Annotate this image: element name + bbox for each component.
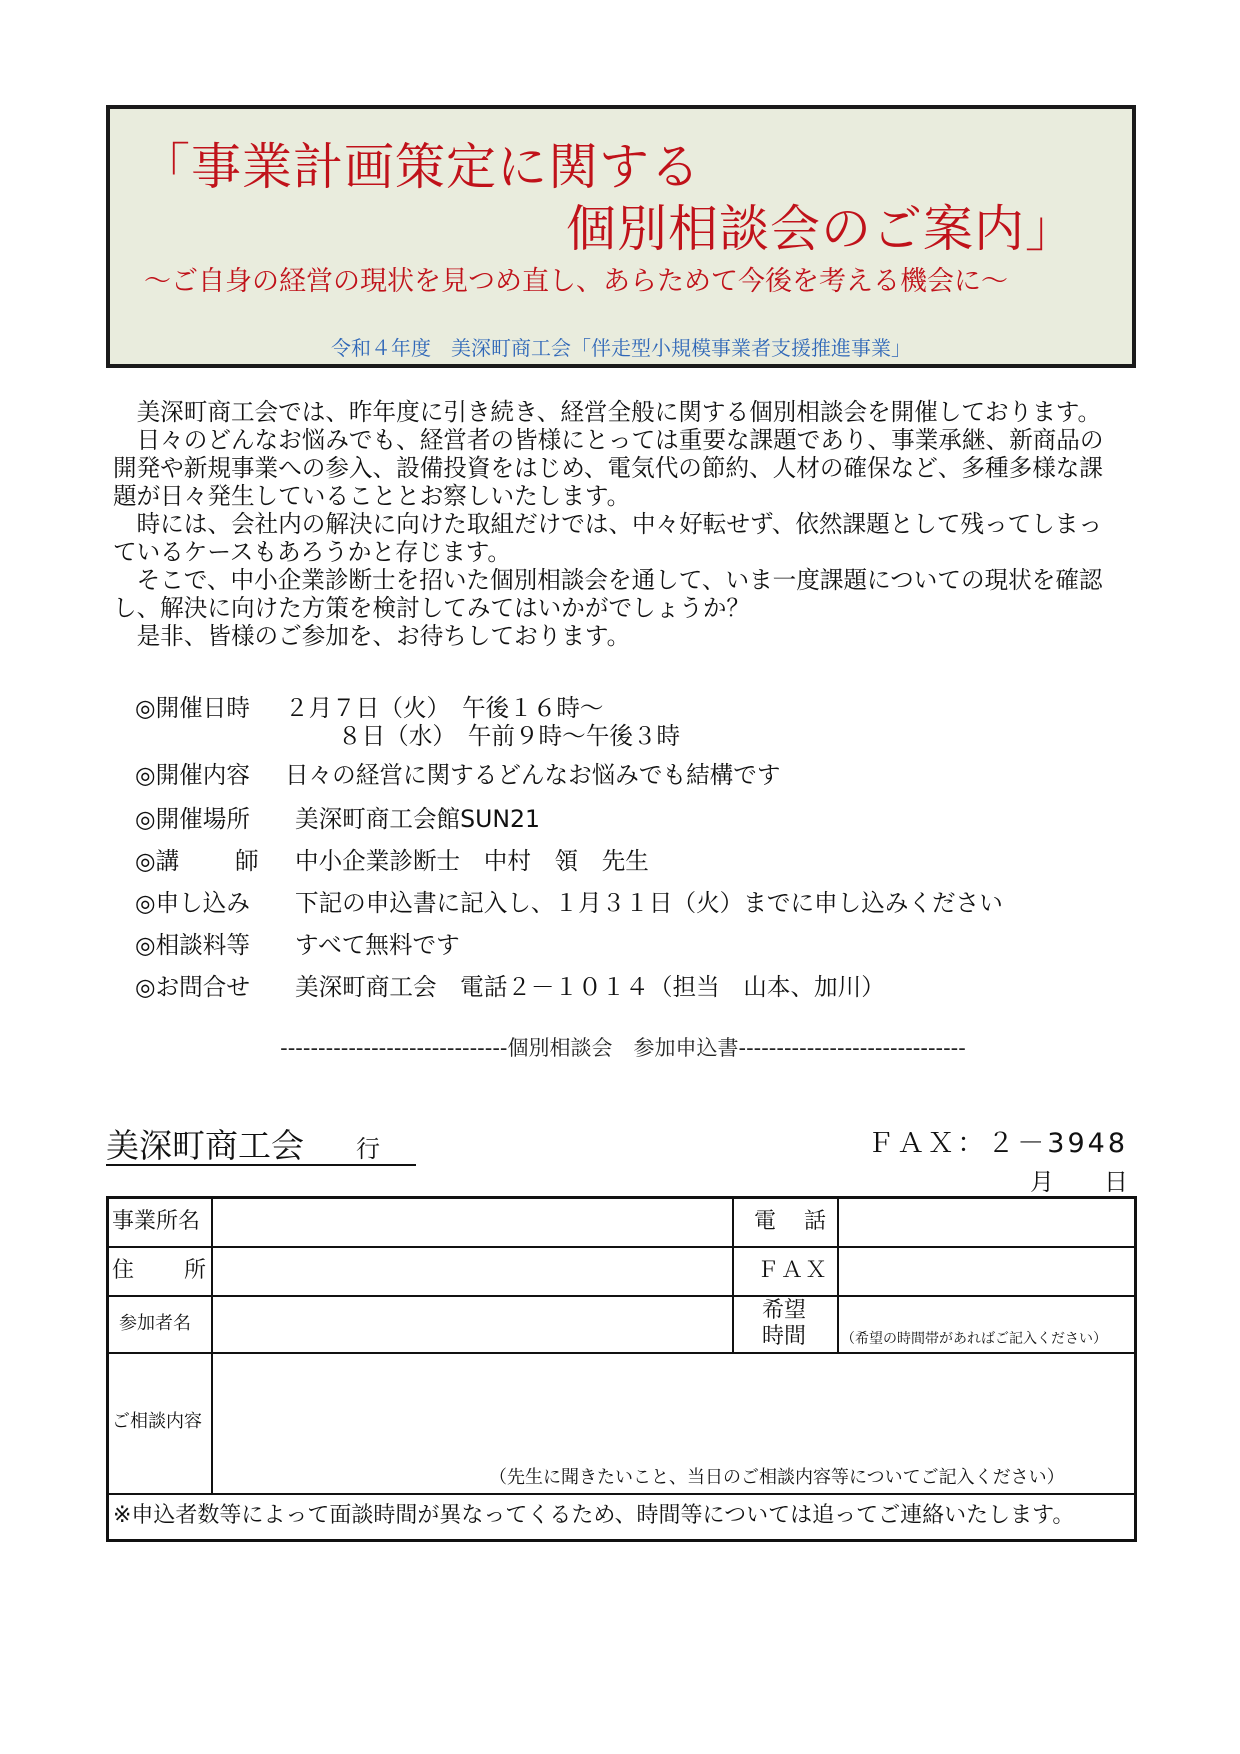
form-col-divider [732, 1199, 734, 1352]
detail-apply-label: ◎申し込み [135, 889, 250, 917]
cut-line-title: 個別相談会 参加申込書 [507, 1036, 739, 1060]
preferred-time-hint: （希望の時間帯があればご記入ください） [841, 1331, 1107, 1347]
form-row-divider [109, 1352, 1134, 1354]
label-address-b: 所 [184, 1258, 207, 1283]
detail-fee-value: すべて無料です [295, 931, 460, 959]
detail-lecturer-label-a: ◎講 [135, 847, 180, 875]
form-row-divider [109, 1295, 1134, 1297]
label-fax: ＦＡＸ [757, 1258, 830, 1283]
intro-text [113, 398, 1123, 650]
detail-lecturer-label [135, 847, 295, 875]
detail-content [135, 761, 780, 789]
intro-paragraph: 時には、会社内の解決に向けた取組だけでは、中々好転せず、依然課題として残ってしまっているケースもあろうかと存じます。 [113, 510, 1103, 566]
label-preferred-time-1: 希望 [762, 1298, 807, 1323]
label-participant: 参加者名 [119, 1313, 191, 1334]
application-form [106, 1196, 1137, 1542]
form-date [1030, 1168, 1128, 1196]
form-col-divider [211, 1199, 213, 1493]
label-business-name: 事業所名 [112, 1209, 201, 1234]
form-month-label: 月 [1030, 1168, 1054, 1196]
addressee-name: 美深町商工会 [106, 1126, 304, 1165]
detail-content-label: ◎開催内容 [135, 761, 250, 789]
detail-lecturer [135, 847, 649, 875]
form-row-divider [109, 1246, 1134, 1248]
label-phone-b: 話 [804, 1209, 827, 1234]
detail-apply [135, 889, 1003, 917]
detail-contact-label: ◎お問合せ [135, 973, 250, 1001]
detail-apply-value: 下記の申込書に記入し、１月３１日（火）までに申し込みください [295, 889, 1003, 917]
intro-paragraph: 美深町商工会では、昨年度に引き続き、経営全般に関する個別相談会を開催しております。 [136, 398, 1102, 426]
detail-date-2 [338, 722, 680, 750]
form-day-label: 日 [1104, 1168, 1128, 1196]
addressee-suffix: 行 [356, 1135, 380, 1163]
header-box [106, 105, 1136, 368]
label-phone [754, 1209, 826, 1235]
subtitle: ～ご自身の経営の現状を見つめ直し、あらためて今後を考える機会に～ [144, 266, 1008, 297]
label-preferred-time-2: 時間 [762, 1324, 807, 1349]
form-note: ※申込者数等によって面談時間が異なってくるため、時間等については追ってご連絡いたします。 [113, 1503, 1075, 1528]
label-address [112, 1258, 206, 1284]
intro-paragraph: そこで、中小企業診断士を招いた個別相談会を通して、いま一度課題についての現状を確認し、解決に向けた方策を検討してみてはいかがでしょうか？ [113, 566, 1103, 622]
label-consultation: ご相談内容 [112, 1411, 202, 1432]
detail-lecturer-label-b: 師 [235, 847, 259, 875]
detail-date-label: ◎開催日時 [135, 694, 250, 722]
addressee [106, 1128, 416, 1166]
intro-paragraph: 是非、皆様のご参加を、お待ちしております。 [136, 622, 631, 650]
label-phone-a: 電 [754, 1209, 777, 1234]
form-col-divider [837, 1199, 839, 1352]
detail-place [135, 805, 540, 833]
intro-paragraph: 日々のどんなお悩みでも、経営者の皆様にとっては重要な課題であり、事業承継、新商品の開発や新規事業への参入、設備投資をはじめ、電気代の節約、人材の確保など、多種多様な課題が日々発生していることとお察しいたします。 [113, 426, 1104, 510]
cut-line-dashes-left: ------------------------------ [280, 1036, 508, 1060]
detail-content-value: 日々の経営に関するどんなお悩みでも結構です [285, 761, 781, 789]
title-line-2: 個別相談会のご案内」 [566, 200, 1076, 258]
label-address-a: 住 [112, 1258, 135, 1283]
consultation-hint: （先生に聞きたいこと、当日のご相談内容等についてご記入ください） [489, 1467, 1065, 1488]
title-line-1: 「事業計画策定に関する [140, 138, 701, 196]
detail-date-line-1: ２月７日（火） 午後１６時～ [285, 694, 604, 722]
detail-fee [135, 931, 460, 959]
fax-number: ＦＡＸ：２－3948 [867, 1128, 1128, 1159]
detail-contact [135, 973, 885, 1001]
detail-fee-label: ◎相談料等 [135, 931, 250, 959]
detail-place-value: 美深町商工会館SUN21 [295, 805, 541, 833]
cut-line [113, 1035, 1133, 1061]
detail-date-line-2: ８日（水） 午前９時～午後３時 [338, 722, 681, 750]
detail-lecturer-value: 中小企業診断士 中村 領 先生 [295, 847, 649, 875]
program-name: 令和４年度 美深町商工会「伴走型小規模事業者支援推進事業」 [331, 336, 911, 360]
detail-place-label: ◎開催場所 [135, 805, 250, 833]
cut-line-dashes-right: ------------------------------ [738, 1036, 966, 1060]
detail-date [135, 694, 604, 722]
form-row-divider [109, 1493, 1134, 1495]
detail-contact-value: 美深町商工会 電話２－１０１４（担当 山本、加川） [295, 973, 885, 1001]
